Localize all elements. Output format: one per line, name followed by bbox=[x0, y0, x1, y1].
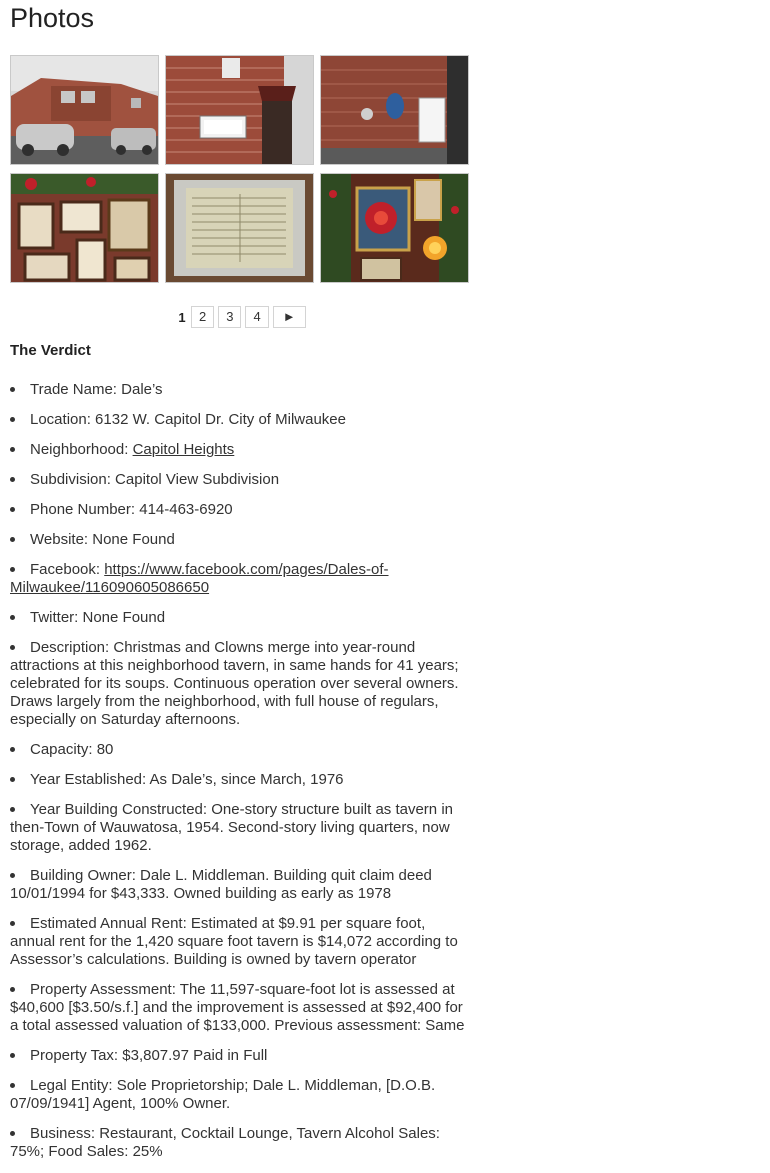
bullet-icon bbox=[10, 873, 15, 878]
bullet-icon bbox=[10, 1131, 15, 1136]
photo-thumb-framed-document[interactable] bbox=[165, 173, 314, 283]
exterior-building-image bbox=[11, 56, 158, 164]
bullet-icon bbox=[10, 447, 15, 452]
fact-twitter: Twitter: None Found bbox=[10, 609, 472, 627]
wall-sign-image bbox=[321, 56, 468, 164]
verdict-heading: The Verdict bbox=[10, 342, 91, 359]
fact-trade-name: Trade Name: Dale’s bbox=[10, 381, 472, 399]
fact-building-owner: Building Owner: Dale L. Middleman. Building quit claim deed 10/01/1994 for $43,333. Owned building as early as 1978 bbox=[10, 867, 432, 902]
photo-thumb-entrance-sign[interactable] bbox=[165, 55, 314, 165]
fact-neighborhood: Neighborhood: Capitol Heights bbox=[10, 441, 472, 459]
facebook-link[interactable]: https://www.facebook.com/pages/Dales-of-Milwaukee/116090605086650 bbox=[10, 561, 389, 596]
fact-property-assessment: Property Assessment: The 11,597-square-foot lot is assessed at $40,600 [$3.50/s.f.] and the improvement is assessed at $92,400 for a total assessed valuation of $133,000. Previous assessment: Same bbox=[10, 981, 465, 1034]
bullet-icon bbox=[10, 747, 15, 752]
fact-capacity: Capacity: 80 bbox=[10, 741, 472, 759]
bullet-icon bbox=[10, 807, 15, 812]
pagination-next-button[interactable]: ► bbox=[273, 306, 306, 328]
bullet-icon bbox=[10, 645, 15, 650]
fact-property-tax: Property Tax: $3,807.97 Paid in Full bbox=[10, 1047, 472, 1065]
fact-website: Website: None Found bbox=[10, 531, 472, 549]
bullet-icon bbox=[10, 417, 15, 422]
gallery-pagination bbox=[175, 306, 310, 328]
pagination-current-page: 1 bbox=[178, 309, 186, 325]
fact-legal-entity: Legal Entity: Sole Proprietorship; Dale L. Middleman, [D.O.B. 07/09/1941] Agent, 100% Owner. bbox=[10, 1077, 436, 1112]
photo-thumb-christmas-decor[interactable] bbox=[320, 173, 469, 283]
fact-facebook: Facebook: https://www.facebook.com/pages/Dales-of-Milwaukee/116090605086650 bbox=[10, 561, 389, 596]
bullet-icon bbox=[10, 507, 15, 512]
fact-year-built: Year Building Constructed: One-story structure built as tavern in then-Town of Wauwatosa, 1954. Second-story living quarters, now storage, added 1962. bbox=[10, 801, 453, 854]
bullet-icon bbox=[10, 537, 15, 542]
fact-phone: Phone Number: 414-463-6920 bbox=[10, 501, 472, 519]
interior-frames-image bbox=[11, 174, 158, 282]
verdict-facts-list bbox=[10, 381, 472, 1173]
pagination-page-4[interactable]: 4 bbox=[245, 306, 268, 328]
bullet-icon bbox=[10, 777, 15, 782]
fact-subdivision: Subdivision: Capitol View Subdivision bbox=[10, 471, 472, 489]
fact-year-established: Year Established: As Dale’s, since March, 1976 bbox=[10, 771, 472, 789]
pagination-page-3[interactable]: 3 bbox=[218, 306, 241, 328]
bullet-icon bbox=[10, 1053, 15, 1058]
christmas-decor-image bbox=[321, 174, 468, 282]
photo-thumb-exterior-building[interactable] bbox=[10, 55, 159, 165]
fact-location: Location: 6132 W. Capitol Dr. City of Milwaukee bbox=[10, 411, 472, 429]
fact-business: Business: Restaurant, Cocktail Lounge, Tavern Alcohol Sales: 75%; Food Sales: 25% bbox=[10, 1125, 440, 1160]
bullet-icon bbox=[10, 567, 15, 572]
entrance-sign-image bbox=[166, 56, 313, 164]
fact-description: Description: Christmas and Clowns merge into year-round attractions at this neighborhood tavern, in same hands for 41 years; celebrated for its soups. Continuous operation over several owners. Draws largely from the neighborhood, with full house of regulars, especially on Saturday afternoons. bbox=[10, 639, 459, 728]
photo-thumb-interior-frames[interactable] bbox=[10, 173, 159, 283]
bullet-icon bbox=[10, 477, 15, 482]
framed-document-image bbox=[166, 174, 313, 282]
bullet-icon bbox=[10, 921, 15, 926]
bullet-icon bbox=[10, 987, 15, 992]
neighborhood-link[interactable]: Capitol Heights bbox=[132, 441, 235, 458]
fact-annual-rent: Estimated Annual Rent: Estimated at $9.91 per square foot, annual rent for the 1,420 square foot tavern is $14,072 according to Assessor’s calculations. Building is owned by tavern operator bbox=[10, 915, 458, 968]
photo-thumb-wall-sign[interactable] bbox=[320, 55, 469, 165]
photos-heading: Photos bbox=[10, 3, 95, 33]
pagination-page-2[interactable]: 2 bbox=[191, 306, 214, 328]
bullet-icon bbox=[10, 1083, 15, 1088]
bullet-icon bbox=[10, 615, 15, 620]
bullet-icon bbox=[10, 387, 15, 392]
